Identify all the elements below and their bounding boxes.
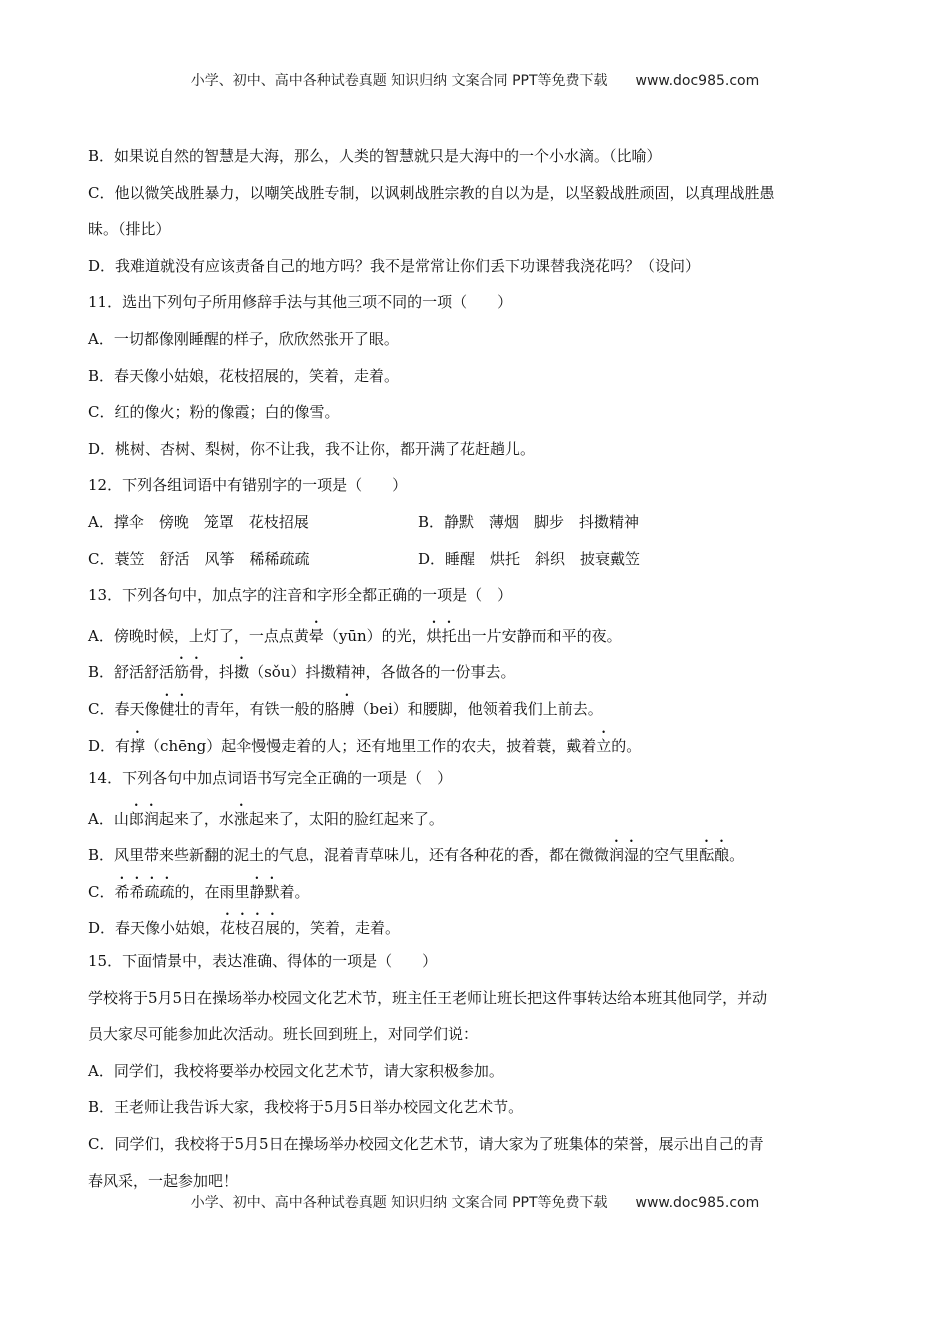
text-line xyxy=(88,142,858,179)
emphasized-text: 郎润 xyxy=(128,809,159,828)
footer-url: www.doc985.com xyxy=(635,1195,760,1211)
text-segment: 14．下列各句中加点词语书写完全正确的一项是（ ） xyxy=(88,769,453,788)
option-column: D．睡醒 烘托 斜织 披衰戴笠 xyxy=(418,549,641,568)
emphasized-text: 擞 xyxy=(234,663,250,682)
text-line xyxy=(88,691,858,728)
text-segment: C．同学们，我校将于5月5日在操场举办校园文化艺术节，请大家为了班集体的荣誉，展示出自己的青 xyxy=(88,1135,764,1154)
page-header xyxy=(0,70,950,90)
text-line xyxy=(88,288,858,325)
text-segment: B．舒活舒活 xyxy=(88,663,175,682)
text-segment: 出一片安静而和平的夜。 xyxy=(456,626,622,645)
text-segment: A．山 xyxy=(88,809,129,828)
text-segment: C．春天像 xyxy=(88,699,160,718)
text-segment: （sǒu）抖擞精神，各做各的一份事去。 xyxy=(249,663,516,682)
text-segment: 的，在雨里 xyxy=(174,882,250,901)
text-segment: 13．下列各句中，加点字的注音和字形全都正确的一项是（ ） xyxy=(88,586,513,605)
text-segment: （chēng）起伞慢慢走着的人；还有地里工作的农夫，披着蓑，戴着 xyxy=(145,736,597,755)
text-segment: 的青年，有铁一般的胳 xyxy=(189,699,340,718)
text-segment: C．红的像火；粉的像霞；白的像雪。 xyxy=(88,403,340,422)
text-segment: 的。 xyxy=(611,736,642,755)
text-line xyxy=(88,947,858,984)
text-segment: 。 xyxy=(729,846,745,865)
emphasized-text: 晕 xyxy=(308,626,324,645)
emphasized-text: 酝酿 xyxy=(699,846,730,865)
option-column: C．蓑笠 舒活 风筝 稀稀疏疏 xyxy=(88,549,310,568)
emphasized-text: 希希疏疏 xyxy=(114,882,175,901)
page-footer xyxy=(0,1192,950,1212)
text-segment: ，抖 xyxy=(204,663,235,682)
emphasized-text: 撑 xyxy=(130,736,146,755)
text-segment: 起来了，水 xyxy=(158,809,234,828)
text-line xyxy=(88,654,858,691)
text-segment: B．王老师让我告诉大家，我校将于5月5日举办校园文化艺术节。 xyxy=(88,1098,524,1117)
text-segment: 的，笑着，走着。 xyxy=(280,919,401,938)
emphasized-text: 涨 xyxy=(233,809,249,828)
emphasized-text: 立 xyxy=(596,736,612,755)
text-segment: D．我难道就没有应该责备自己的地方吗？我不是常常让你们丢下功课替我浇花吗？（设问） xyxy=(88,256,701,275)
text-line xyxy=(88,618,858,655)
text-segment: B．春天像小姑娘，花枝招展的，笑着，走着。 xyxy=(88,366,400,385)
text-line xyxy=(88,910,858,947)
emphasized-text: 膊 xyxy=(339,699,355,718)
text-line xyxy=(88,435,858,472)
text-line xyxy=(88,1057,858,1094)
header-text: 小学、初中、高中各种试卷真题 知识归纳 文案合同 PPT等免费下载 xyxy=(190,73,608,89)
text-segment: A．同学们，我校将要举办校园文化艺术节，请大家积极参加。 xyxy=(88,1061,504,1080)
text-line xyxy=(88,471,858,508)
text-segment: C．他以微笑战胜暴力，以嘲笑战胜专制，以讽刺战胜宗教的自以为是，以坚毅战胜顽固，以真理战胜愚 xyxy=(88,183,775,202)
header-url: www.doc985.com xyxy=(635,73,760,89)
text-line xyxy=(88,581,858,618)
text-line xyxy=(88,1130,858,1167)
emphasized-text: 花枝召展 xyxy=(220,919,281,938)
text-segment: 春风采，一起参加吧！ xyxy=(88,1171,239,1190)
text-segment: （bei）和腰脚，他领着我们上前去。 xyxy=(354,699,603,718)
text-line xyxy=(88,874,858,911)
emphasized-text: 筋骨 xyxy=(174,663,205,682)
text-line xyxy=(88,1093,858,1130)
emphasized-text: 润湿 xyxy=(609,846,640,865)
text-segment: 昧。（排比） xyxy=(88,220,171,239)
text-segment: 11．选出下列句子所用修辞手法与其他三项不同的一项（ ） xyxy=(88,293,513,312)
option-column: A．撑伞 傍晚 笼罩 花枝招展 xyxy=(88,512,309,531)
text-line xyxy=(88,837,858,874)
text-segment: C． xyxy=(88,882,115,901)
document-body xyxy=(88,142,858,1203)
text-segment: A．傍晚时候，上灯了，一点点黄 xyxy=(88,626,309,645)
text-line xyxy=(88,801,858,838)
text-segment: A．一切都像刚睡醒的样子，欣欣然张开了眼。 xyxy=(88,329,399,348)
text-line xyxy=(88,545,858,582)
text-line xyxy=(88,362,858,399)
text-segment: B．风里带来些新翻的泥土的气息，混着青草味儿，还有各种花的香，都在微微 xyxy=(88,846,610,865)
text-segment: D．有 xyxy=(88,736,131,755)
text-line xyxy=(88,398,858,435)
text-line xyxy=(88,252,858,289)
text-line xyxy=(88,215,858,252)
text-segment: D．春天像小姑娘， xyxy=(88,919,221,938)
text-segment: 着。 xyxy=(279,882,310,901)
text-segment: 起来了，太阳的脸红起来了。 xyxy=(248,809,444,828)
text-line xyxy=(88,508,858,545)
text-segment: 的空气里 xyxy=(639,846,700,865)
option-column: B．静默 薄烟 脚步 抖擞精神 xyxy=(418,512,640,531)
emphasized-text: 静默 xyxy=(249,882,280,901)
text-line xyxy=(88,1020,858,1057)
text-line xyxy=(88,728,858,765)
text-segment: 12．下列各组词语中有错别字的一项是（ ） xyxy=(88,476,408,495)
text-segment: D．桃树、杏树、梨树，你不让我，我不让你，都开满了花赶趟儿。 xyxy=(88,439,536,458)
text-segment: 员大家尽可能参加此次活动。班长回到班上，对同学们说： xyxy=(88,1025,479,1044)
footer-text: 小学、初中、高中各种试卷真题 知识归纳 文案合同 PPT等免费下载 xyxy=(190,1195,608,1211)
text-line xyxy=(88,764,858,801)
text-line xyxy=(88,325,858,362)
text-segment: 15．下面情景中，表达准确、得体的一项是（ ） xyxy=(88,952,438,971)
text-segment: B．如果说自然的智慧是大海，那么，人类的智慧就只是大海中的一个小水滴。（比喻） xyxy=(88,147,662,165)
text-line xyxy=(88,179,858,216)
text-segment: 学校将于5月5日在操场举办校园文化艺术节，班主任王老师让班长把这件事转达给本班其他同学，并动 xyxy=(88,988,768,1007)
emphasized-text: 烘托 xyxy=(426,626,457,645)
text-segment: （yūn）的光， xyxy=(323,626,427,645)
text-line xyxy=(88,984,858,1021)
emphasized-text: 健壮 xyxy=(159,699,190,718)
